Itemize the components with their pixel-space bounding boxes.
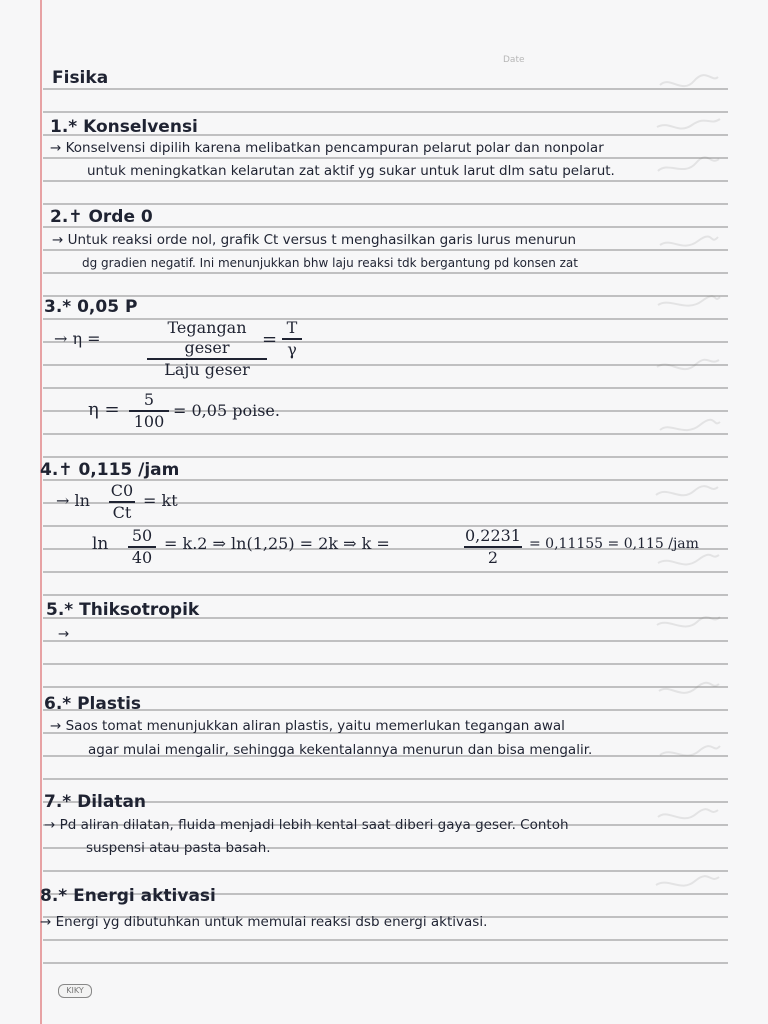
fraction-numerator: 50 xyxy=(131,526,153,545)
fraction-numerator: C0 xyxy=(110,481,134,500)
question-5-arrow: → xyxy=(58,626,70,642)
fraction-denominator: 40 xyxy=(131,547,153,567)
question-1-line-2: untuk meningkatkan kelarutan zat aktif yg sukar untuk larut dlm satu pelarut. xyxy=(87,163,615,179)
question-1-heading: 1.* Konselvensi xyxy=(50,117,198,137)
question-3-eq2-fraction xyxy=(129,390,169,432)
question-4-eq2-right: = 0,11155 = 0,115 /jam xyxy=(529,536,699,552)
question-3-eq2-right: = 0,05 poise. xyxy=(173,401,280,420)
fraction-denominator: 2 xyxy=(487,547,499,567)
question-3-eq1-fraction-2 xyxy=(282,318,302,360)
question-7-line-2: suspensi atau pasta basah. xyxy=(86,840,271,856)
fraction-numerator: Tegangan geser xyxy=(167,318,247,357)
question-5-heading: 5.* Thiksotropik xyxy=(46,600,200,620)
question-4-eq1-right: = kt xyxy=(143,491,178,510)
fraction-denominator: γ xyxy=(287,339,297,359)
brand-badge: KIKY xyxy=(58,984,92,998)
question-6-line-1: → Saos tomat menunjukkan aliran plastis, yaitu memerlukan tegangan awal xyxy=(50,718,565,734)
fraction-denominator: Laju geser xyxy=(164,359,250,379)
question-1-line-1: → Konselvensi dipilih karena melibatkan pencampuran pelarut polar dan nonpolar xyxy=(50,140,604,156)
question-6-heading: 6.* Plastis xyxy=(44,694,142,714)
question-4-eq2-middle: = k.2 ⇒ ln(1,25) = 2k ⇒ k = xyxy=(164,534,390,553)
question-4-eq1-left: → ln xyxy=(56,491,90,510)
question-4-heading: 4.✝ 0,115 /jam xyxy=(40,460,180,480)
fraction-numerator: T xyxy=(286,318,298,337)
question-6-line-2: agar mulai mengalir, sehingga kekentalannya menurun dan bisa mengalir. xyxy=(88,742,593,758)
question-3-eq1-middle: = xyxy=(262,329,278,350)
fraction-denominator: 100 xyxy=(133,411,165,431)
question-7-heading: 7.* Dilatan xyxy=(44,792,147,812)
question-2-heading: 2.✝ Orde 0 xyxy=(50,207,153,227)
question-4-eq2-fraction-2 xyxy=(464,526,522,568)
question-3-eq2-left: η = xyxy=(88,399,120,420)
question-8-heading: 8.* Energi aktivasi xyxy=(40,886,216,906)
question-8-line-1: → Energi yg dibutuhkan untuk memulai reaksi dsb energi aktivasi. xyxy=(40,914,488,930)
question-2-line-2: dg gradien negatif. Ini menunjukkan bhw laju reaksi tdk bergantung pd konsen zat xyxy=(82,256,578,270)
fraction-denominator: Ct xyxy=(112,502,132,522)
question-4-eq1-fraction xyxy=(109,481,135,523)
question-3-heading: 3.* 0,05 P xyxy=(44,297,138,317)
question-7-line-1: → Pd aliran dilatan, fluida menjadi lebih kental saat diberi gaya geser. Contoh xyxy=(44,817,569,833)
date-label: Date xyxy=(503,55,525,65)
question-3-eq1-fraction xyxy=(147,318,267,380)
fraction-numerator: 0,2231 xyxy=(465,526,521,545)
question-3-eq1-left: → η = xyxy=(54,329,101,348)
question-4-eq2-left: ln xyxy=(92,534,109,554)
question-2-line-1: → Untuk reaksi orde nol, grafik Ct versus t menghasilkan garis lurus menurun xyxy=(52,232,577,248)
question-4-eq2-fraction xyxy=(128,526,156,568)
fraction-numerator: 5 xyxy=(143,390,155,409)
page-title: Fisika xyxy=(52,68,109,88)
